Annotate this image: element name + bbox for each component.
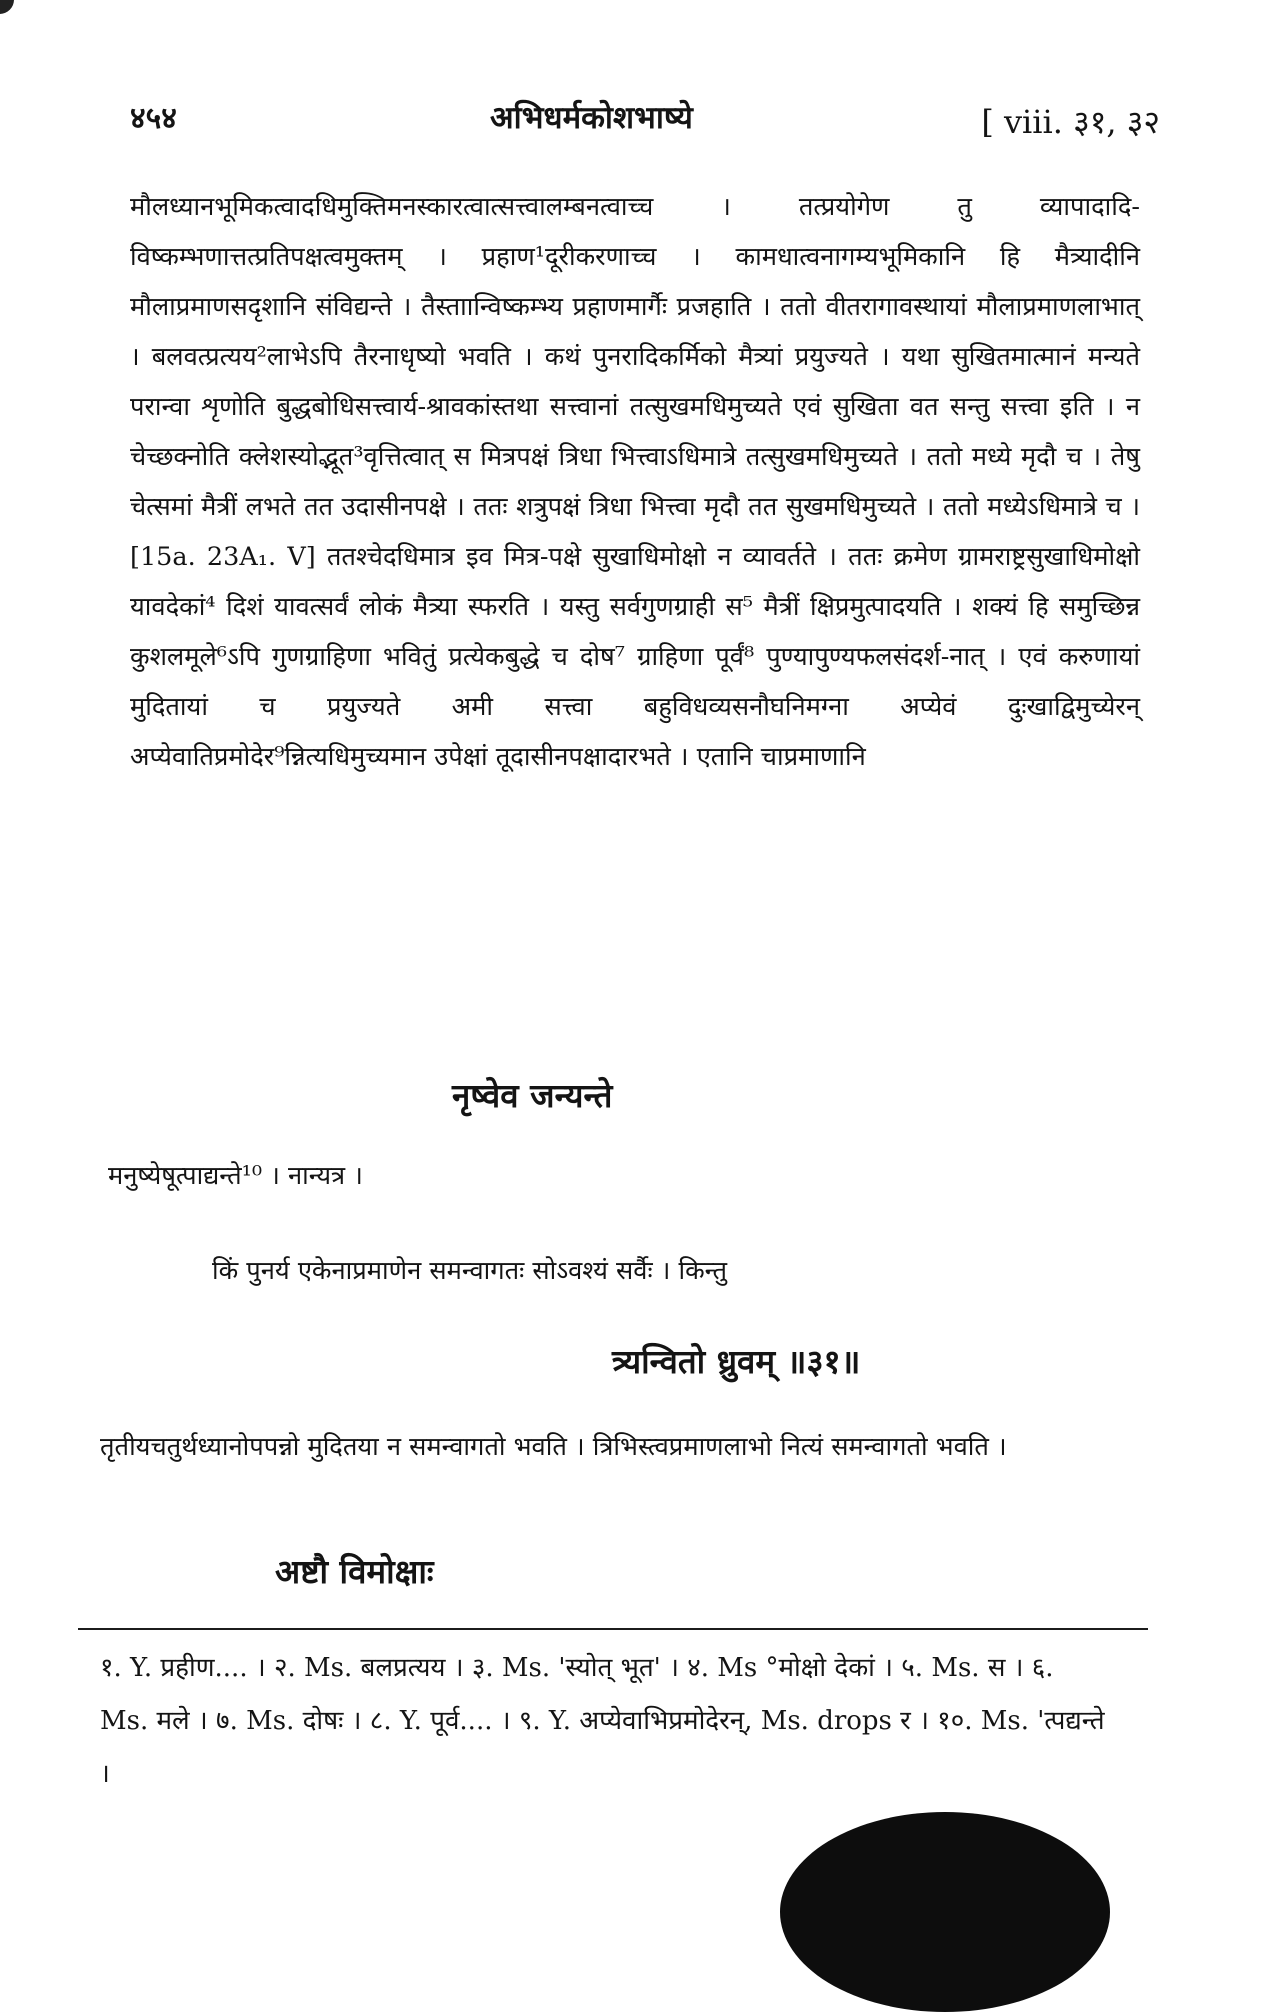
footnotes: १. Y. प्रहीण.... । २. Ms. बलप्रत्यय । ३. Ms. 'स्योत् भूत' । ४. Ms °मोक्षो देकां । ५. Ms. स । ६. Ms. मले । ७. Ms. दोषः । ८. Y. पूर्व.... । ९. Y. अप्येवाभिप्रमोदेरन्, Ms. drops र । १०. Ms. 'त्पद्यन्ते । xyxy=(100,1653,1105,1789)
commentary-paragraph: मौलध्यानभूमिकत्वादधिमुक्तिमनस्कारत्वात्सत्त्वालम्बनत्वाच्च । तत्प्रयोगेण तु व्यापादादि-विष्कम्भणात्तत्प्रतिपक्षत्वमुक्तम् । प्रहाण¹दूरीकरणाच्च । कामधात्वनागम्यभूमिकानि हि मैत्र्यादीनि मौलाप्रमाणसदृशानि संविद्यन्ते । तैस्ताान्विष्कम्भ्य प्रहाणमार्गैः प्रजहाति । ततो वीतरागावस्थायां मौलाप्रमाणलाभात् । बलवत्प्रत्यय²लाभेऽपि तैरनाधृष्यो भवति । कथं पुनरादिकर्मिको मैत्र्यां प्रयुज्यते । यथा सुखितमात्मानं मन्यते परान्वा शृणोति बुद्धबोधिसत्त्वार्य-श्रावकांस्तथा सत्त्वानां तत्सुखमधिमुच्यते एवं सुखिता वत सन्तु सत्त्वा इति । न चेच्छक्नोति क्लेशस्योद्भूत³वृत्तित्वात् स मित्रपक्षं त्रिधा भित्त्वाऽधिमात्रे तत्सुखमधिमुच्यते । ततो मध्ये मृदौ च । तेषु चेत्समां मैत्रीं लभते तत उदासीनपक्षे । ततः शत्रुपक्षं त्रिधा भित्त्वा मृदौ तत सुखमधिमुच्यते । ततो मध्येऽधिमात्रे च । [15a. 23A₁. V] ततश्चेदधिमात्र इव मित्र-पक्षे सुखाधिमोक्षो न व्यावर्तते । ततः क्रमेण ग्रामराष्ट्रसुखाधिमोक्षो यावदेकां⁴ दिशं यावत्सर्वं लोकं मैत्र्या स्फरति । यस्तु सर्वगुणग्राही स⁵ मैत्रीं क्षिप्रमुत्पादयति । शक्यं हि समुच्छिन्न कुशलमूले⁶ऽपि गुणग्राहिणा भवितुं प्रत्येकबुद्धे च दोष⁷ ग्राहिणा पूर्वं⁸ पुण्यापुण्यफलसंदर्श-नात् । एवं करुणायां मुदितायां च प्रयुज्यते अमी सत्त्वा बहुविधव्यसनौघनिमग्ना अप्येवं दुःखाद्विमुच्येरन् अप्येवातिप्रमोदेर⁹न्नित्यधिमुच्यमान उपेक्षां तूदासीनपक्षादारभते । एतानि चाप्रमाणानि xyxy=(130,192,1140,772)
scan-shadow xyxy=(780,1812,1110,2012)
main-text xyxy=(130,182,1140,782)
page-header xyxy=(130,88,1160,148)
page-number: ४५४ xyxy=(130,101,177,136)
commentary-paragraph: तृतीयचतुर्थध्यानोपपन्नो मुदितया न समन्वागतो भवति । त्रिभिस्त्वप्रमाणलाभो नित्यं समन्वागतो भवति । xyxy=(100,1432,1007,1462)
karika-verse: त्र्यन्वितो ध्रुवम् ॥३१॥ xyxy=(612,1342,861,1381)
footnote-divider xyxy=(78,1628,1148,1630)
running-title: अभिधर्मकोशभाष्ये xyxy=(490,100,693,136)
karika-verse: अष्टौ विमोक्षाः xyxy=(275,1552,434,1591)
section-reference: [ viii. ३१, ३२ xyxy=(981,103,1160,141)
commentary-line: किं पुनर्य एकेनाप्रमाणेन समन्वागतः सोऽवश्यं सर्वैः । किन्तु xyxy=(212,1256,728,1286)
commentary-line: मनुष्येषूत्पाद्यन्ते¹⁰ । नान्यत्र । xyxy=(108,1161,363,1191)
scan-corner-mark xyxy=(0,0,14,14)
karika-verse: नृष्वेव जन्यन्ते xyxy=(452,1076,613,1115)
